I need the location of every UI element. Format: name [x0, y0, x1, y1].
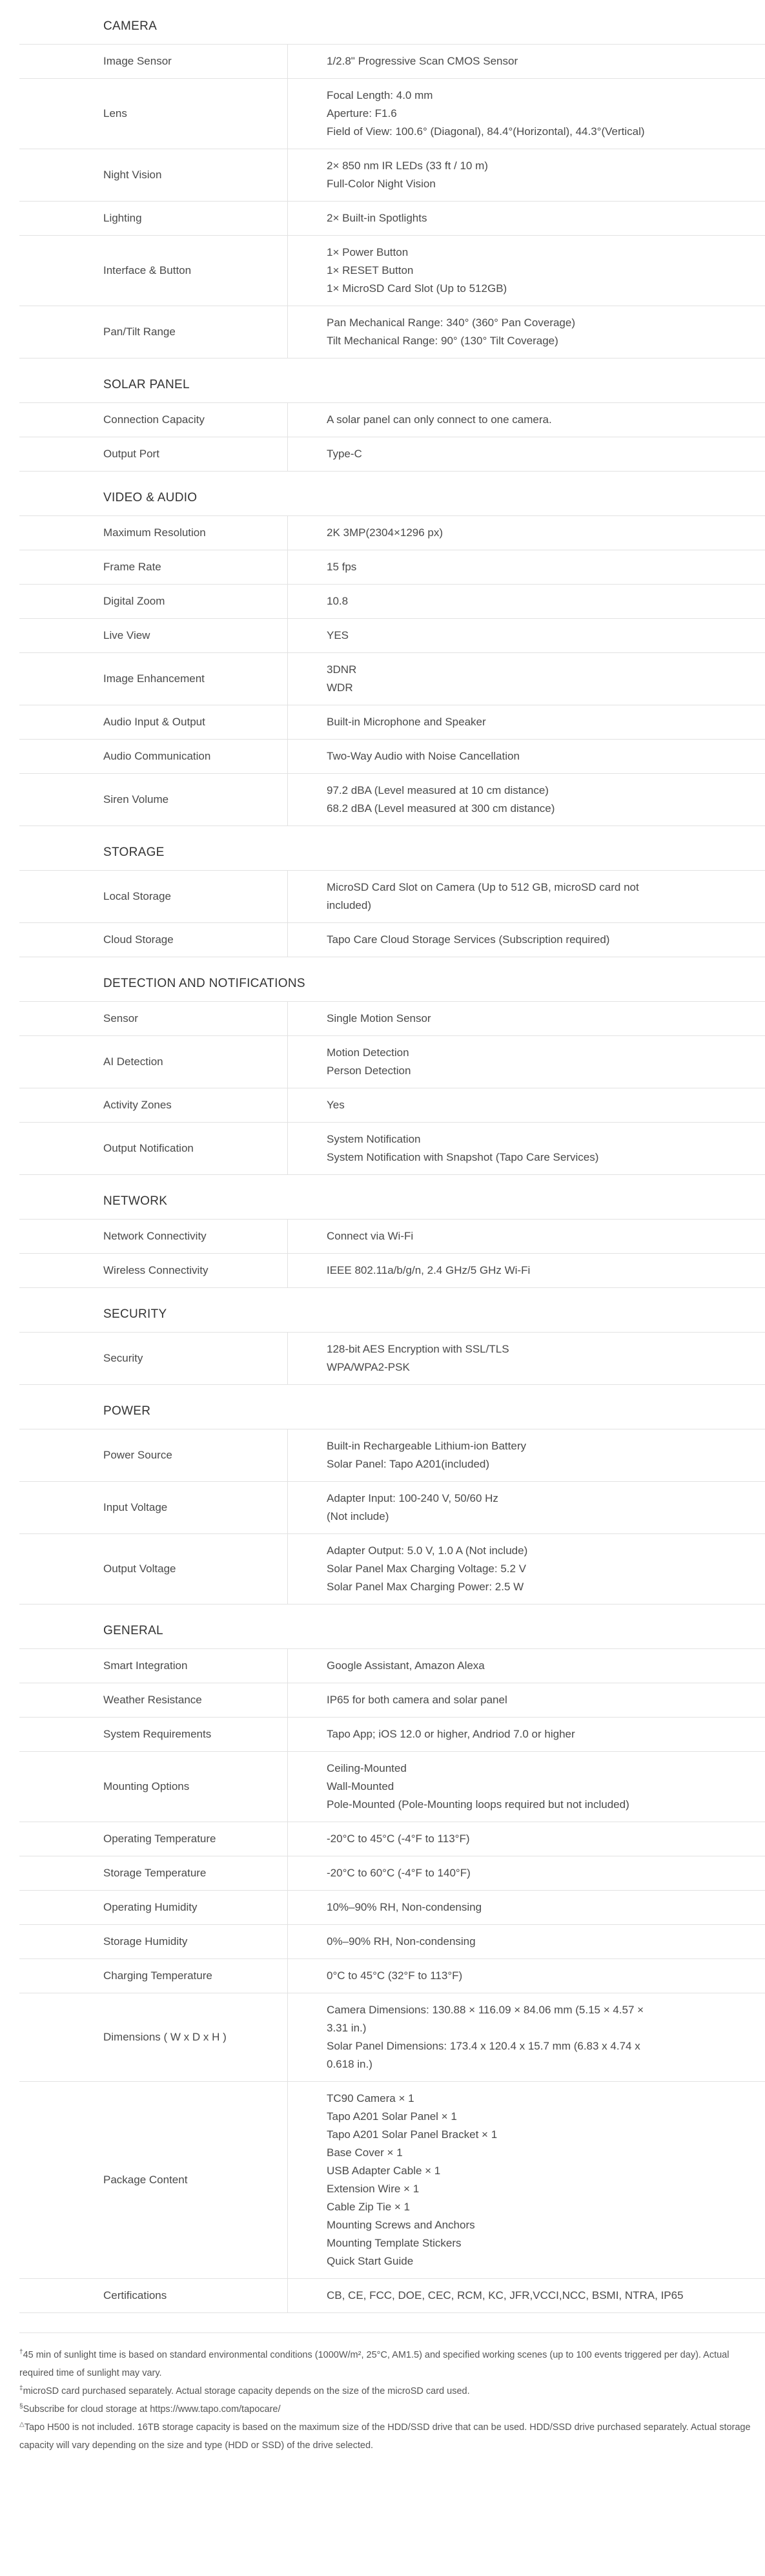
spec-label: Maximum Resolution [19, 516, 288, 550]
section-solar-panel [19, 358, 765, 472]
spec-row [19, 1088, 765, 1123]
spec-value-line: Built-in Microphone and Speaker [327, 716, 486, 728]
spec-value [288, 871, 765, 923]
section-security [19, 1288, 765, 1385]
spec-value-line: 68.2 dBA (Level measured at 300 cm distance) [327, 802, 555, 815]
spec-row [19, 1482, 765, 1534]
spec-value-line: 15 fps [327, 561, 357, 573]
spec-label: Frame Rate [19, 550, 288, 585]
spec-label: Storage Temperature [19, 1856, 288, 1891]
spec-value-line: Tapo A201 Solar Panel Bracket × 1 [327, 2128, 498, 2141]
spec-value-line: MicroSD Card Slot on Camera (Up to 512 GB, microSD card not [327, 881, 639, 893]
footnote [19, 2400, 765, 2418]
spec-value-line: 1/2.8" Progressive Scan CMOS Sensor [327, 55, 518, 67]
spec-value [288, 1123, 765, 1175]
spec-value-line: IP65 for both camera and solar panel [327, 1694, 507, 1706]
spec-value-line: 0%–90% RH, Non-condensing [327, 1935, 476, 1948]
spec-value [288, 1959, 765, 1993]
section-title: VIDEO & AUDIO [19, 472, 765, 516]
spec-row [19, 1123, 765, 1175]
spec-value [288, 1993, 765, 2082]
spec-row [19, 1993, 765, 2082]
spec-value-line: Camera Dimensions: 130.88 × 116.09 × 84.06 mm (5.15 × 4.57 × [327, 2004, 644, 2016]
section-detection-and-notifications [19, 957, 765, 1175]
spec-value [288, 1002, 765, 1036]
spec-label: Audio Input & Output [19, 705, 288, 740]
section-network [19, 1175, 765, 1288]
section-power [19, 1385, 765, 1605]
spec-row [19, 437, 765, 472]
spec-value-line: Type-C [327, 448, 362, 460]
spec-value-line: Single Motion Sensor [327, 1012, 431, 1024]
spec-row [19, 585, 765, 619]
spec-label: Sensor [19, 1002, 288, 1036]
spec-row [19, 740, 765, 774]
spec-label: Night Vision [19, 149, 288, 202]
spec-value-line: System Notification with Snapshot (Tapo Care Services) [327, 1151, 599, 1163]
spec-value-line: IEEE 802.11a/b/g/n, 2.4 GHz/5 GHz Wi-Fi [327, 1264, 531, 1276]
spec-label: Image Sensor [19, 45, 288, 79]
spec-value-line: Pan Mechanical Range: 340° (360° Pan Coverage) [327, 317, 575, 329]
spec-value-line: Wall-Mounted [327, 1780, 394, 1792]
spec-row [19, 1959, 765, 1993]
spec-value-line: 128-bit AES Encryption with SSL/TLS [327, 1343, 509, 1355]
spec-label: AI Detection [19, 1036, 288, 1088]
section-title: DETECTION AND NOTIFICATIONS [19, 957, 765, 1002]
spec-label: Dimensions ( W x D x H ) [19, 1993, 288, 2082]
spec-row [19, 619, 765, 653]
footnote-mark: △ [19, 2421, 25, 2429]
spec-row [19, 1856, 765, 1891]
spec-table [19, 1429, 765, 1605]
spec-label: Output Port [19, 437, 288, 472]
spec-value [288, 1482, 765, 1534]
spec-value-line: 2K 3MP(2304×1296 px) [327, 526, 444, 539]
spec-label: Wireless Connectivity [19, 1254, 288, 1288]
spec-value-line: A solar panel can only connect to one camera. [327, 413, 552, 426]
footnotes [19, 2332, 765, 2455]
spec-value-line: 2× 850 nm IR LEDs (33 ft / 10 m) [327, 160, 488, 172]
spec-label: Audio Communication [19, 740, 288, 774]
spec-value-line: Built-in Rechargeable Lithium-ion Battery [327, 1440, 526, 1452]
spec-row [19, 149, 765, 202]
spec-label: Output Notification [19, 1123, 288, 1175]
spec-value [288, 1088, 765, 1123]
spec-value-line: CB, CE, FCC, DOE, CEC, RCM, KC, JFR,VCCI,NCC, BSMI, NTRA, IP65 [327, 2289, 684, 2301]
spec-value [288, 585, 765, 619]
spec-value-line: WPA/WPA2-PSK [327, 1361, 410, 1373]
section-title: CAMERA [19, 0, 765, 45]
spec-label: Digital Zoom [19, 585, 288, 619]
spec-value [288, 740, 765, 774]
spec-value-line: Tilt Mechanical Range: 90° (130° Tilt Coverage) [327, 335, 558, 347]
spec-label: Pan/Tilt Range [19, 306, 288, 358]
spec-value-line: Yes [327, 1099, 345, 1111]
spec-value [288, 1752, 765, 1822]
spec-value [288, 1718, 765, 1752]
footnote-mark: † [19, 2349, 23, 2356]
spec-table [19, 403, 765, 472]
spec-row [19, 516, 765, 550]
spec-row [19, 1220, 765, 1254]
footnote-text: Subscribe for cloud storage at https://www.tapo.com/tapocare/ [23, 2404, 281, 2415]
spec-value-line: Google Assistant, Amazon Alexa [327, 1659, 485, 1672]
spec-value-line: 1× RESET Button [327, 264, 414, 276]
spec-value-line: 97.2 dBA (Level measured at 10 cm distance) [327, 784, 549, 796]
spec-value-line: 3DNR [327, 663, 357, 676]
spec-row [19, 2279, 765, 2313]
spec-value-line: -20°C to 60°C (-4°F to 140°F) [327, 1867, 471, 1879]
section-title: POWER [19, 1385, 765, 1429]
spec-value-line: Full-Color Night Vision [327, 178, 436, 190]
spec-value-line: Tapo Care Cloud Storage Services (Subscription required) [327, 933, 610, 946]
spec-value [288, 1822, 765, 1856]
spec-value [288, 1649, 765, 1683]
spec-value [288, 437, 765, 472]
spec-value-line: Adapter Input: 100-240 V, 50/60 Hz [327, 1492, 498, 1504]
spec-value-line: Adapter Output: 5.0 V, 1.0 A (Not include) [327, 1544, 528, 1557]
spec-row [19, 1718, 765, 1752]
spec-value [288, 1683, 765, 1718]
spec-value-line: Solar Panel Max Charging Voltage: 5.2 V [327, 1563, 527, 1575]
footnote [19, 2346, 765, 2382]
spec-value-line: 0.618 in.) [327, 2058, 372, 2070]
spec-value [288, 202, 765, 236]
spec-value-line: -20°C to 45°C (-4°F to 113°F) [327, 1833, 470, 1845]
spec-row [19, 705, 765, 740]
spec-row [19, 1649, 765, 1683]
spec-table [19, 1220, 765, 1288]
spec-value [288, 236, 765, 306]
spec-label: Certifications [19, 2279, 288, 2313]
spec-row [19, 79, 765, 149]
spec-label: Cloud Storage [19, 923, 288, 957]
spec-label: Package Content [19, 2082, 288, 2279]
spec-row [19, 45, 765, 79]
spec-table [19, 516, 765, 826]
spec-label: Operating Humidity [19, 1891, 288, 1925]
spec-label: System Requirements [19, 1718, 288, 1752]
spec-value-line: 2× Built-in Spotlights [327, 212, 427, 224]
spec-label: Interface & Button [19, 236, 288, 306]
spec-value [288, 45, 765, 79]
footnote-text: 45 min of sunlight time is based on standard environmental conditions (1000W/m², 25°C, AM1.5) and specified working scenes (up to 100 events triggered per day). Actual required time of sunlight may vary. [19, 2350, 729, 2378]
spec-value [288, 653, 765, 705]
spec-label: Storage Humidity [19, 1925, 288, 1959]
spec-row [19, 1752, 765, 1822]
section-title: STORAGE [19, 826, 765, 871]
spec-value [288, 516, 765, 550]
footnote-text: Tapo H500 is not included. 16TB storage capacity is based on the maximum size of the HDD/SSD drive that can be used. HDD/SSD drive purchased separately. Actual storage capacity will vary depending on the size and type (HDD or SSD) of the drive selected. [19, 2422, 751, 2451]
spec-value-line: Two-Way Audio with Noise Cancellation [327, 750, 520, 762]
spec-row [19, 871, 765, 923]
spec-label: Mounting Options [19, 1752, 288, 1822]
spec-value-line: USB Adapter Cable × 1 [327, 2165, 441, 2177]
spec-row [19, 2082, 765, 2279]
spec-row [19, 1002, 765, 1036]
section-camera [19, 0, 765, 358]
spec-value-line: 1× Power Button [327, 246, 409, 258]
spec-value-line: Connect via Wi-Fi [327, 1230, 414, 1242]
spec-value [288, 1429, 765, 1482]
section-title: GENERAL [19, 1605, 765, 1649]
spec-label: Smart Integration [19, 1649, 288, 1683]
spec-row [19, 1891, 765, 1925]
spec-value [288, 2279, 765, 2313]
spec-value-line: 3.31 in.) [327, 2022, 367, 2034]
spec-label: Lens [19, 79, 288, 149]
footnote-text: microSD card purchased separately. Actual storage capacity depends on the size of the microSD card used. [23, 2386, 470, 2396]
section-video-audio [19, 472, 765, 826]
spec-row [19, 306, 765, 358]
spec-value [288, 403, 765, 437]
spec-label: Power Source [19, 1429, 288, 1482]
spec-row [19, 923, 765, 957]
section-storage [19, 826, 765, 957]
spec-value [288, 1891, 765, 1925]
spec-row [19, 550, 765, 585]
spec-label: Live View [19, 619, 288, 653]
spec-value-line: YES [327, 629, 349, 641]
spec-row [19, 236, 765, 306]
spec-value [288, 774, 765, 826]
spec-value [288, 550, 765, 585]
spec-value-line: Field of View: 100.6° (Diagonal), 84.4°(Horizontal), 44.3°(Vertical) [327, 125, 645, 138]
spec-value-line: Solar Panel Dimensions: 173.4 x 120.4 x 15.7 mm (6.83 x 4.74 x [327, 2040, 640, 2052]
spec-row [19, 1925, 765, 1959]
spec-value-line: Motion Detection [327, 1046, 409, 1059]
spec-value-line: Ceiling-Mounted [327, 1762, 407, 1774]
footnote-mark: ‡ [19, 2385, 23, 2393]
spec-row [19, 1683, 765, 1718]
spec-value [288, 2082, 765, 2279]
section-title: SOLAR PANEL [19, 358, 765, 403]
spec-value [288, 1220, 765, 1254]
spec-value-line: Focal Length: 4.0 mm [327, 89, 433, 101]
spec-label: Siren Volume [19, 774, 288, 826]
spec-value-line: 10.8 [327, 595, 349, 607]
spec-value-line: Quick Start Guide [327, 2255, 414, 2267]
spec-value [288, 1925, 765, 1959]
spec-label: Security [19, 1333, 288, 1385]
spec-value [288, 1036, 765, 1088]
spec-value [288, 1534, 765, 1605]
spec-label: Lighting [19, 202, 288, 236]
spec-value [288, 149, 765, 202]
spec-value [288, 1856, 765, 1891]
spec-value-line: Solar Panel: Tapo A201(included) [327, 1458, 490, 1470]
spec-value-line: Extension Wire × 1 [327, 2183, 420, 2195]
spec-label: Operating Temperature [19, 1822, 288, 1856]
spec-value-line: included) [327, 899, 371, 911]
spec-row [19, 1036, 765, 1088]
spec-value-line: Tapo A201 Solar Panel × 1 [327, 2110, 457, 2123]
spec-value [288, 705, 765, 740]
spec-value [288, 923, 765, 957]
footnote [19, 2418, 765, 2455]
spec-value-line: TC90 Camera × 1 [327, 2092, 414, 2104]
spec-value-line: 10%–90% RH, Non-condensing [327, 1901, 482, 1913]
spec-label: Network Connectivity [19, 1220, 288, 1254]
spec-value-line: Pole-Mounted (Pole-Mounting loops required but not included) [327, 1798, 629, 1811]
spec-value [288, 619, 765, 653]
footnote-mark: § [19, 2403, 23, 2411]
spec-value-line: Tapo App; iOS 12.0 or higher, Andriod 7.0 or higher [327, 1728, 575, 1740]
spec-table [19, 1002, 765, 1175]
spec-row [19, 403, 765, 437]
spec-value [288, 79, 765, 149]
spec-value-line: Mounting Screws and Anchors [327, 2219, 475, 2231]
spec-value [288, 306, 765, 358]
spec-table [19, 45, 765, 358]
spec-row [19, 1822, 765, 1856]
spec-value [288, 1254, 765, 1288]
spec-row [19, 1254, 765, 1288]
spec-value-line: Aperture: F1.6 [327, 107, 397, 119]
spec-value-line: Solar Panel Max Charging Power: 2.5 W [327, 1581, 524, 1593]
spec-row [19, 1429, 765, 1482]
spec-value-line: Cable Zip Tie × 1 [327, 2201, 410, 2213]
spec-label: Local Storage [19, 871, 288, 923]
spec-table [19, 1333, 765, 1385]
spec-label: Connection Capacity [19, 403, 288, 437]
spec-row [19, 653, 765, 705]
spec-label: Input Voltage [19, 1482, 288, 1534]
spec-value-line: (Not include) [327, 1510, 389, 1522]
spec-value-line: Mounting Template Stickers [327, 2237, 462, 2249]
spec-value-line: System Notification [327, 1133, 421, 1145]
footnote [19, 2382, 765, 2400]
spec-table [19, 1649, 765, 2313]
spec-value-line: WDR [327, 681, 353, 694]
section-general [19, 1605, 765, 2313]
section-title: SECURITY [19, 1288, 765, 1333]
spec-value-line: 1× MicroSD Card Slot (Up to 512GB) [327, 282, 507, 295]
spec-value [288, 1333, 765, 1385]
spec-label: Image Enhancement [19, 653, 288, 705]
section-title: NETWORK [19, 1175, 765, 1220]
spec-label: Output Voltage [19, 1534, 288, 1605]
spec-table [19, 871, 765, 957]
spec-label: Charging Temperature [19, 1959, 288, 1993]
spec-value-line: 0°C to 45°C (32°F to 113°F) [327, 1969, 463, 1982]
spec-value-line: Person Detection [327, 1065, 411, 1077]
spec-label: Activity Zones [19, 1088, 288, 1123]
spec-row [19, 202, 765, 236]
spec-label: Weather Resistance [19, 1683, 288, 1718]
spec-value-line: Base Cover × 1 [327, 2146, 403, 2159]
spec-row [19, 1333, 765, 1385]
spec-row [19, 774, 765, 826]
spec-row [19, 1534, 765, 1605]
